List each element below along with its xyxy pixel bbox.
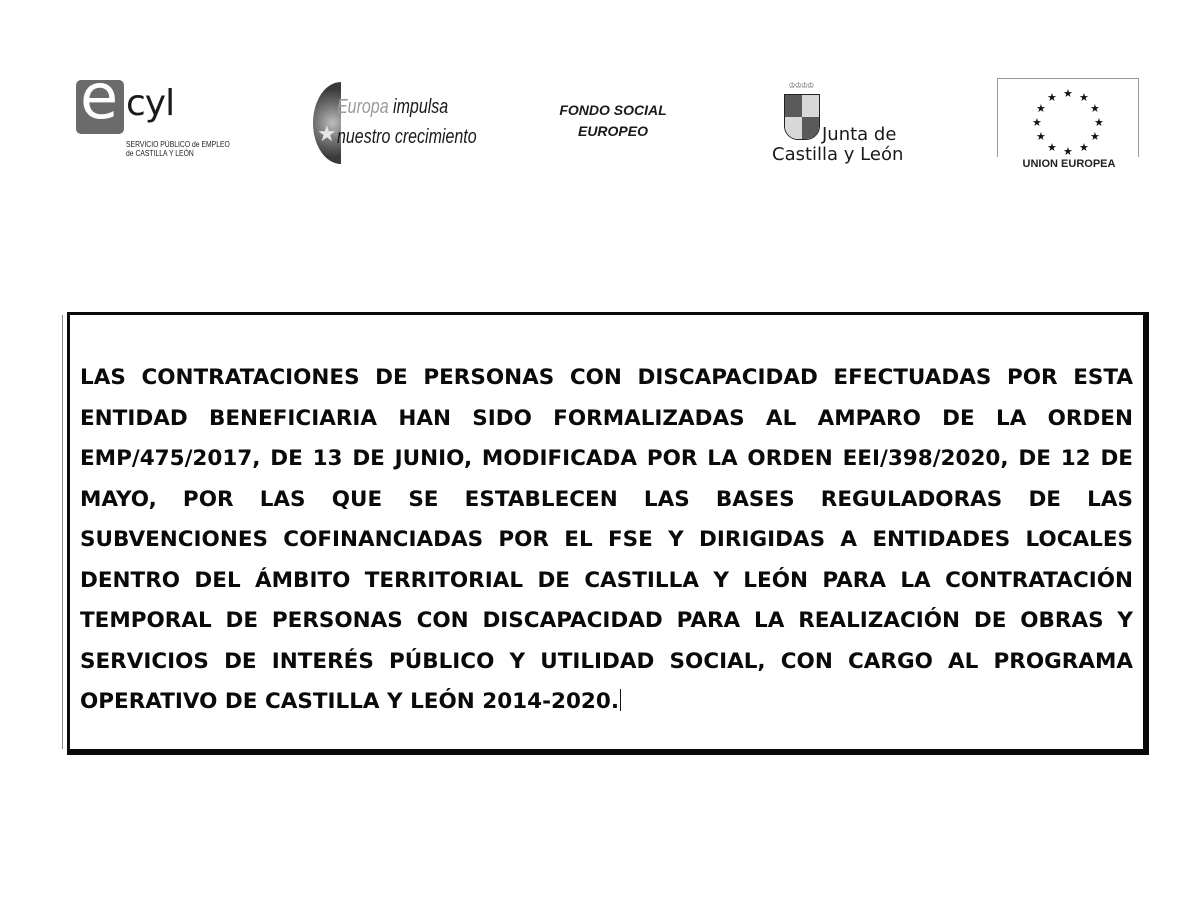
fse-line2: EUROPEO bbox=[577, 123, 648, 139]
ecyl-subtitle-line2: de CASTILLA Y LEÓN bbox=[126, 149, 194, 158]
ecyl-subtitle bbox=[126, 140, 230, 158]
junta-castilla-leon-logo bbox=[772, 80, 922, 170]
europa-line1 bbox=[337, 96, 448, 119]
ecyl-mark-box bbox=[76, 60, 124, 134]
europa-line2: nuestro crecimiento bbox=[337, 126, 477, 148]
funding-notice-text[interactable] bbox=[80, 358, 1133, 723]
europa-impulsa-logo bbox=[313, 82, 477, 164]
coat-of-arms-icon bbox=[784, 94, 820, 140]
star-icon: ★ bbox=[1036, 130, 1046, 143]
crown-icon: ♔♔♔♔ bbox=[788, 81, 814, 90]
shield-quarter-castle bbox=[785, 95, 802, 117]
logo-header bbox=[0, 0, 1200, 200]
text-cursor bbox=[620, 689, 621, 711]
union-europea-label: UNION EUROPEA bbox=[1022, 158, 1116, 170]
shield-quarter-castle bbox=[802, 117, 819, 139]
notice-body: LAS CONTRATACIONES DE PERSONAS CON DISCAPACIDAD EFECTUADAS POR ESTA ENTIDAD BENEFICIARIA HAN SIDO FORMALIZADAS AL AMPARO DE LA ORDEN EMP/475/2017, DE 13 DE JUNIO, MODIFICADA POR LA ORDEN EEI/398/2020, DE 12 DE MAYO, POR LAS QUE SE ESTABLECEN LAS BASES REGULADORAS DE LAS SUBVENCIONES COFINANCIADAS POR EL FSE Y DIRIGIDAS A ENTIDADES LOCALES DENTRO DEL ÁMBITO TERRITORIAL DE CASTILLA Y LEÓN PARA LA CONTRATACIÓN TEMPORAL DE PERSONAS CON DISCAPACIDAD PARA LA REALIZACIÓN DE OBRAS Y SERVICIOS DE INTERÉS PÚBLICO Y UTILIDAD SOCIAL, CON CARGO AL PROGRAMA OPERATIVO DE CASTILLA Y LEÓN 2014-2020. bbox=[80, 365, 1133, 714]
fondo-social-europeo-label bbox=[548, 100, 678, 142]
star-icon: ★ bbox=[1090, 102, 1100, 115]
ecyl-subtitle-line1: SERVICIO PÚBLICO de EMPLEO bbox=[126, 140, 230, 149]
star-icon: ★ bbox=[1063, 145, 1073, 158]
funding-notice-box bbox=[67, 312, 1149, 755]
shield-quarter-lion bbox=[785, 117, 802, 139]
star-icon: ★ bbox=[1079, 141, 1089, 154]
shield-quarter-lion bbox=[802, 95, 819, 117]
star-icon: ★ bbox=[1094, 116, 1104, 129]
star-icon: ★ bbox=[1047, 91, 1057, 104]
star-icon: ★ bbox=[1090, 130, 1100, 143]
impulsa-word: impulsa bbox=[393, 96, 449, 118]
junta-line2: Castilla y León bbox=[772, 144, 904, 165]
globe-icon bbox=[313, 82, 341, 164]
union-europea-logo bbox=[997, 78, 1141, 172]
star-icon: ★ bbox=[1063, 87, 1073, 100]
ecyl-mark-letter: e bbox=[80, 60, 119, 133]
star-icon: ★ bbox=[1036, 102, 1046, 115]
ecyl-logo bbox=[76, 60, 246, 170]
ecyl-mark-text: cyl bbox=[126, 83, 175, 124]
star-icon: ★ bbox=[1047, 141, 1057, 154]
fse-line1: FONDO SOCIAL bbox=[559, 102, 667, 118]
europa-word: Europa bbox=[337, 96, 389, 118]
star-icon: ★ bbox=[1032, 116, 1042, 129]
junta-line1: Junta de bbox=[822, 124, 897, 145]
eu-flag bbox=[997, 78, 1139, 157]
star-icon: ★ bbox=[1079, 91, 1089, 104]
